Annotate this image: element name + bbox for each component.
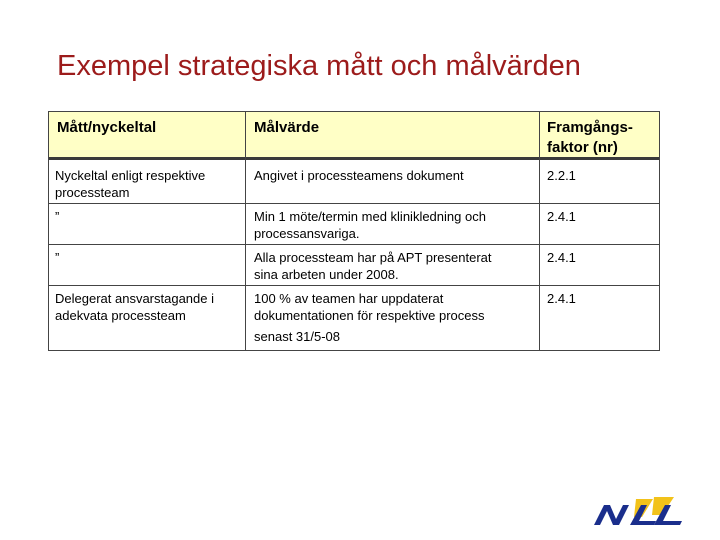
factor-cell: 2.2.1 xyxy=(547,168,576,183)
measure-cell: Nyckeltal enligt respektive processteam xyxy=(55,168,206,200)
header-target: Målvärde xyxy=(254,119,320,136)
target-cell: Alla processteam har på APT presenterat sina arbeten under 2008. xyxy=(254,250,492,282)
header-measure: Mått/nyckeltal xyxy=(57,119,157,136)
row-divider xyxy=(49,285,659,286)
strategy-table xyxy=(48,111,660,351)
row-divider xyxy=(49,203,659,204)
factor-cell: 2.4.1 xyxy=(547,209,576,224)
column-divider xyxy=(245,112,246,350)
factor-cell: 2.4.1 xyxy=(547,250,576,265)
nll-logo-icon xyxy=(590,493,690,529)
target-cell: Min 1 möte/termin med klinikledning och processansvariga. xyxy=(254,209,486,241)
table-header xyxy=(49,112,659,160)
factor-cell: 2.4.1 xyxy=(547,291,576,306)
row-divider xyxy=(49,244,659,245)
slide-title: Exempel strategiska mått och målvärden xyxy=(57,50,581,82)
header-factor: Framgångs- faktor (nr) xyxy=(547,119,633,156)
column-divider xyxy=(539,112,540,350)
target-cell: 100 % av teamen har uppdaterat dokumentationen för respektive process senast 31/5-08 xyxy=(254,291,485,344)
measure-cell: ” xyxy=(55,250,60,265)
target-cell: Angivet i processteamens dokument xyxy=(254,168,464,183)
measure-cell: ” xyxy=(55,209,60,224)
measure-cell: Delegerat ansvarstagande i adekvata processteam xyxy=(55,291,214,323)
